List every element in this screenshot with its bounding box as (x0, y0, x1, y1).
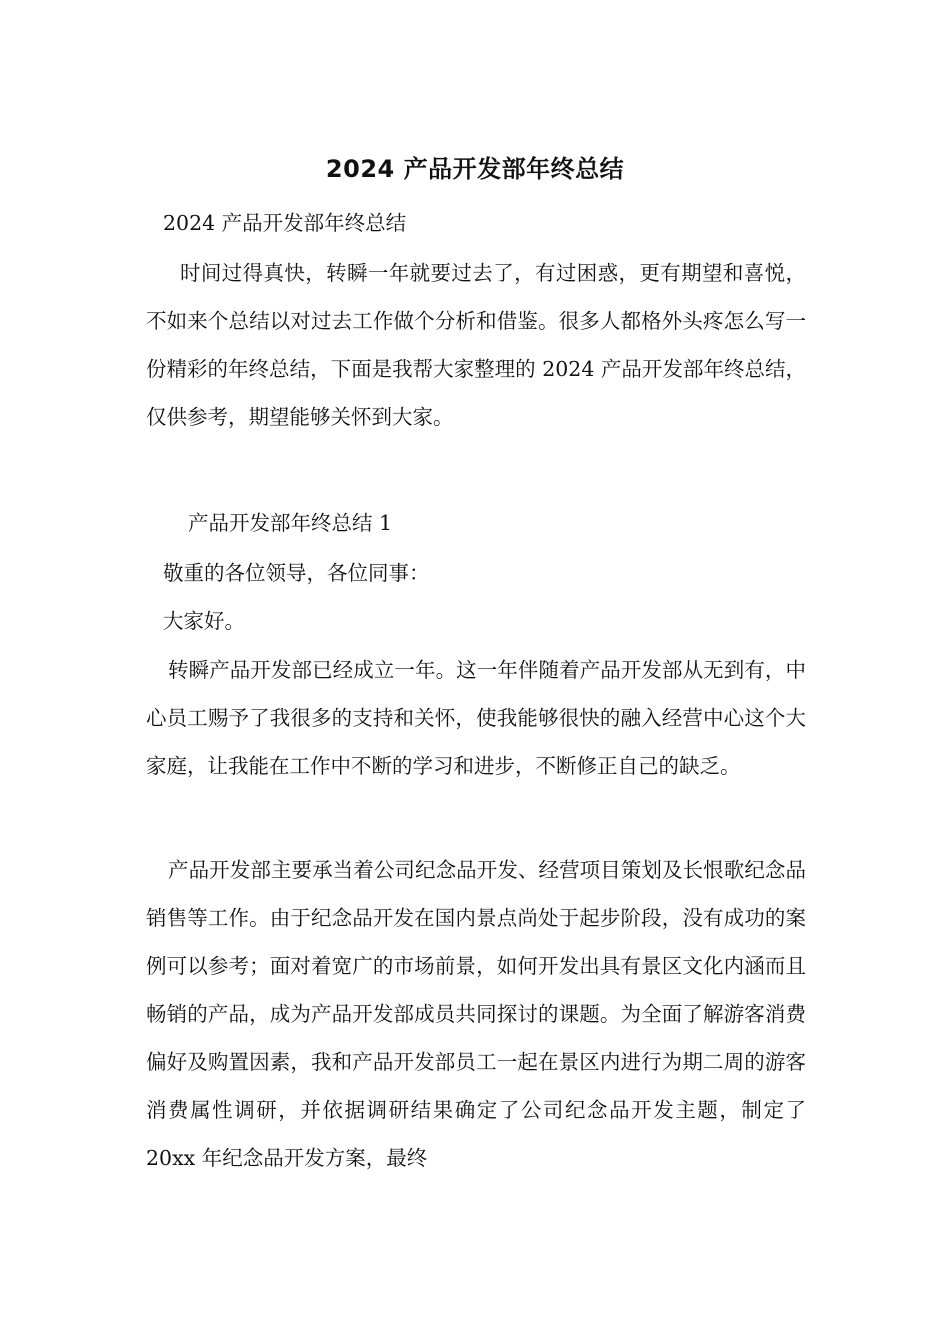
body-paragraph-2: 产品开发部主要承当着公司纪念品开发、经营项目策划及长恨歌纪念品销售等工作。由于纪念品开发在国内景点尚处于起步阶段，没有成功的案例可以参考；面对着宽广的市场前景，如何开发出具有景区文化内涵而且畅销的产品，成为产品开发部成员共同探讨的课题。为全面了解游客消费偏好及购置因素，我和产品开发部员工一起在景区内进行为期二周的游客消费属性调研，并依据调研结果确定了公司纪念品开发主题，制定了 20xx 年纪念品开发方案，最终 (146, 858, 806, 1170)
intro-paragraph: 时间过得真快，转瞬一年就要过去了，有过困惑，更有期望和喜悦，不如来个总结以对过去工作做个分析和借鉴。很多人都格外头疼怎么写一份精彩的年终总结，下面是我帮大家整理的 2024 产品开发部年终总结，仅供参考，期望能够关怀到大家。 (146, 261, 806, 429)
body-paragraph-1: 转瞬产品开发部已经成立一年。这一年伴随着产品开发部从无到有，中心员工赐予了我很多的支持和关怀，使我能够很快的融入经营中心这个大家庭，让我能在工作中不断的学习和进步，不断修正自己的缺乏。 (146, 658, 806, 778)
greeting: 大家好。 (163, 609, 245, 633)
document-subtitle: 2024 产品开发部年终总结 (163, 211, 407, 235)
section-heading: 产品开发部年终总结 1 (188, 511, 393, 535)
document-title: 2024 产品开发部年终总结 (325, 155, 625, 183)
salutation: 敬重的各位领导，各位同事： (163, 561, 430, 585)
